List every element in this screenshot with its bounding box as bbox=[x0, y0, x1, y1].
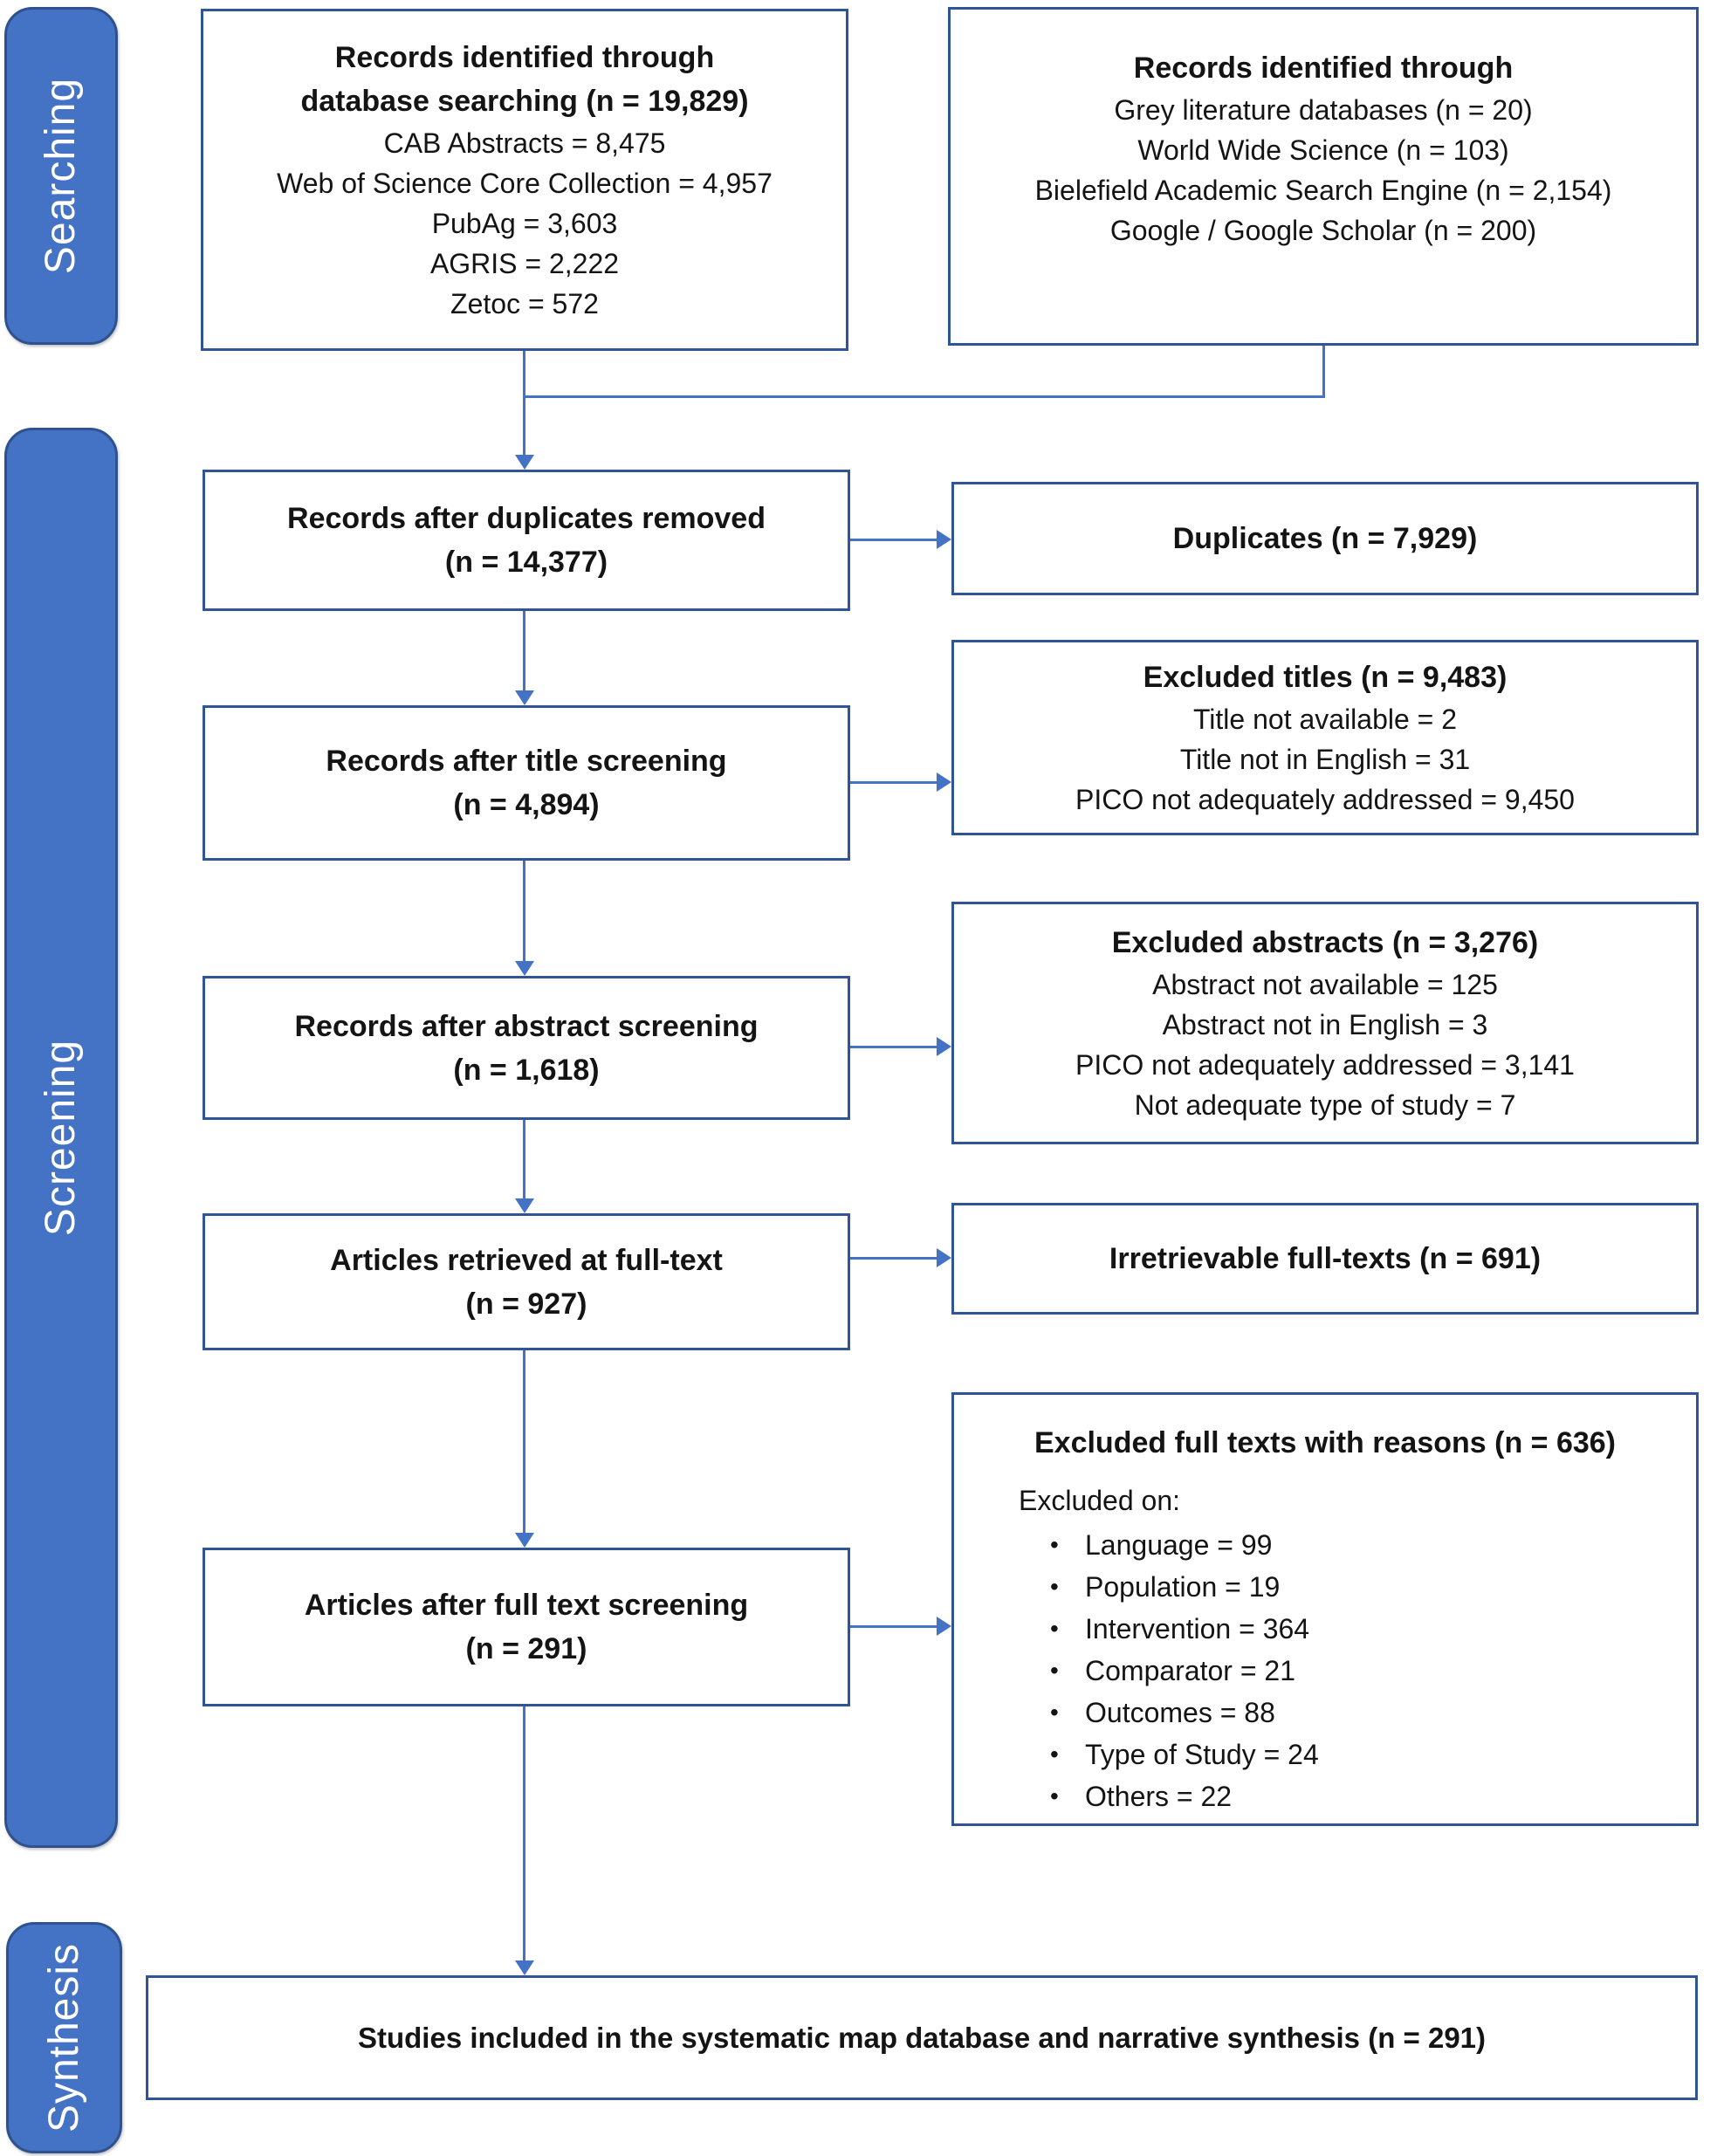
arrowhead-into-title-screening bbox=[515, 690, 534, 705]
box-title: Articles retrieved at full-text bbox=[330, 1243, 723, 1277]
arrowhead-into-excluded-fulltexts bbox=[937, 1617, 951, 1636]
box-database-searching bbox=[201, 9, 848, 351]
box-line: Title not in English = 31 bbox=[1179, 744, 1471, 775]
box-title: Duplicates (n = 7,929) bbox=[1172, 522, 1478, 555]
arrowhead-into-fulltext-retrieved bbox=[515, 1198, 534, 1213]
stage-tab-synthesis bbox=[6, 1922, 122, 2153]
box-line: Abstract not in English = 3 bbox=[1162, 1009, 1488, 1040]
connector-greylit-drop bbox=[1322, 346, 1325, 398]
bullet-text: Language = 99 bbox=[1085, 1529, 1273, 1561]
arrowhead-into-irretrievable bbox=[937, 1248, 951, 1267]
connector-abstract-to-fulltext bbox=[523, 1120, 525, 1200]
box-title: Records after abstract screening bbox=[294, 1009, 759, 1043]
box-count: (n = 1,618) bbox=[453, 1053, 600, 1087]
list-item bbox=[1019, 1524, 1682, 1566]
bullet-icon: • bbox=[1050, 1741, 1059, 1768]
list-item bbox=[1019, 1692, 1682, 1734]
box-line: PubAg = 3,603 bbox=[431, 208, 618, 239]
box-line: World Wide Science (n = 103) bbox=[1137, 134, 1509, 166]
box-line: Abstract not available = 125 bbox=[1152, 969, 1498, 1000]
list-item bbox=[1019, 1608, 1682, 1650]
bullet-text: Population = 19 bbox=[1085, 1571, 1281, 1603]
list-item bbox=[1019, 1566, 1682, 1608]
connector-retrieved-to-screened bbox=[523, 1350, 525, 1535]
box-after-fulltext-screening bbox=[203, 1548, 850, 1706]
box-line: Not adequate type of study = 7 bbox=[1134, 1089, 1516, 1121]
box-excluded-abstracts bbox=[951, 902, 1699, 1144]
box-fulltext-retrieved bbox=[203, 1213, 850, 1350]
connector-to-excluded-fulltexts bbox=[850, 1625, 938, 1628]
box-excluded-fulltexts bbox=[951, 1392, 1699, 1826]
bullet-text: Others = 22 bbox=[1085, 1781, 1233, 1812]
box-line: Web of Science Core Collection = 4,957 bbox=[277, 168, 773, 199]
bullet-text: Type of Study = 24 bbox=[1085, 1739, 1319, 1770]
connector-title-to-abstract bbox=[523, 861, 525, 963]
stage-tab-searching bbox=[4, 7, 118, 345]
bullet-icon: • bbox=[1050, 1657, 1059, 1684]
arrowhead-into-after-duplicates bbox=[515, 455, 534, 470]
box-after-duplicates bbox=[203, 470, 850, 611]
box-line: PICO not adequately addressed = 3,141 bbox=[1075, 1049, 1575, 1081]
box-line: PICO not adequately addressed = 9,450 bbox=[1075, 784, 1575, 815]
connector-dbsearch-drop bbox=[523, 351, 525, 398]
box-line: CAB Abstracts = 8,475 bbox=[383, 127, 666, 159]
box-title: Records after duplicates removed bbox=[287, 502, 766, 535]
bullet-text: Comparator = 21 bbox=[1085, 1655, 1296, 1686]
connector-to-irretrievable bbox=[850, 1257, 938, 1260]
connector-merge-to-duplicates bbox=[523, 395, 525, 457]
box-title: Excluded full texts with reasons (n = 636) bbox=[1034, 1426, 1617, 1459]
box-title: Records identified through bbox=[1133, 51, 1514, 85]
box-title: database searching (n = 19,829) bbox=[300, 85, 749, 118]
connector-merge-horizontal bbox=[523, 395, 1325, 398]
arrowhead-into-fulltext-screening bbox=[515, 1533, 534, 1548]
stage-label-screening: Screening bbox=[38, 1039, 85, 1237]
box-line: Title not available = 2 bbox=[1192, 704, 1458, 735]
excluded-on-label: Excluded on: bbox=[1019, 1485, 1181, 1516]
bullet-icon: • bbox=[1050, 1699, 1059, 1726]
connector-to-excluded-titles bbox=[850, 781, 938, 784]
box-title: Records after title screening bbox=[326, 745, 727, 778]
connector-to-duplicates bbox=[850, 539, 938, 541]
bullet-icon: • bbox=[1050, 1573, 1059, 1600]
box-after-abstract-screening bbox=[203, 976, 850, 1120]
box-title: Excluded abstracts (n = 3,276) bbox=[1111, 926, 1539, 959]
box-after-title-screening bbox=[203, 705, 850, 861]
box-count: (n = 291) bbox=[465, 1632, 587, 1665]
bullet-text: Intervention = 364 bbox=[1085, 1613, 1310, 1644]
connector-duplicates-to-title bbox=[523, 611, 525, 691]
box-line: Google / Google Scholar (n = 200) bbox=[1109, 215, 1537, 246]
list-item bbox=[1019, 1650, 1682, 1692]
box-title: Excluded titles (n = 9,483) bbox=[1143, 661, 1507, 694]
connector-to-excluded-abstracts bbox=[850, 1046, 938, 1048]
bullet-icon: • bbox=[1050, 1531, 1059, 1558]
box-grey-literature bbox=[948, 7, 1699, 346]
box-line: Zetoc = 572 bbox=[450, 288, 599, 319]
box-line: Grey literature databases (n = 20) bbox=[1114, 94, 1533, 126]
list-item bbox=[1019, 1775, 1682, 1817]
box-line: Bielefield Academic Search Engine (n = 2,154) bbox=[1034, 175, 1612, 206]
arrowhead-into-abstract-screening bbox=[515, 961, 534, 976]
box-title: Articles after full text screening bbox=[304, 1589, 749, 1622]
excluded-reasons-list bbox=[968, 1477, 1682, 1817]
bullet-icon: • bbox=[1050, 1782, 1059, 1809]
box-count: (n = 927) bbox=[465, 1287, 587, 1321]
arrowhead-into-excluded-titles bbox=[937, 772, 951, 792]
box-count: (n = 4,894) bbox=[453, 788, 600, 821]
arrowhead-into-excluded-abstracts bbox=[937, 1037, 951, 1056]
bullet-text: Outcomes = 88 bbox=[1085, 1697, 1275, 1728]
arrowhead-into-duplicates bbox=[937, 530, 951, 549]
box-title: Records identified through bbox=[334, 41, 715, 74]
stage-label-searching: Searching bbox=[38, 77, 85, 275]
box-irretrievable bbox=[951, 1203, 1699, 1315]
box-duplicates bbox=[951, 482, 1699, 595]
box-studies-included bbox=[146, 1975, 1698, 2100]
arrowhead-into-included bbox=[515, 1960, 534, 1975]
box-count: (n = 14,377) bbox=[444, 546, 608, 579]
stage-tab-screening bbox=[4, 428, 118, 1848]
box-title: Irretrievable full-texts (n = 691) bbox=[1109, 1242, 1542, 1275]
bullet-icon: • bbox=[1050, 1615, 1059, 1642]
connector-screened-to-included bbox=[523, 1706, 525, 1962]
stage-label-synthesis: Synthesis bbox=[41, 1942, 88, 2133]
box-excluded-titles bbox=[951, 640, 1699, 835]
box-line: AGRIS = 2,222 bbox=[429, 248, 620, 279]
list-item bbox=[1019, 1734, 1682, 1775]
box-title: Studies included in the systematic map database and narrative synthesis (n = 291) bbox=[357, 2021, 1487, 2054]
